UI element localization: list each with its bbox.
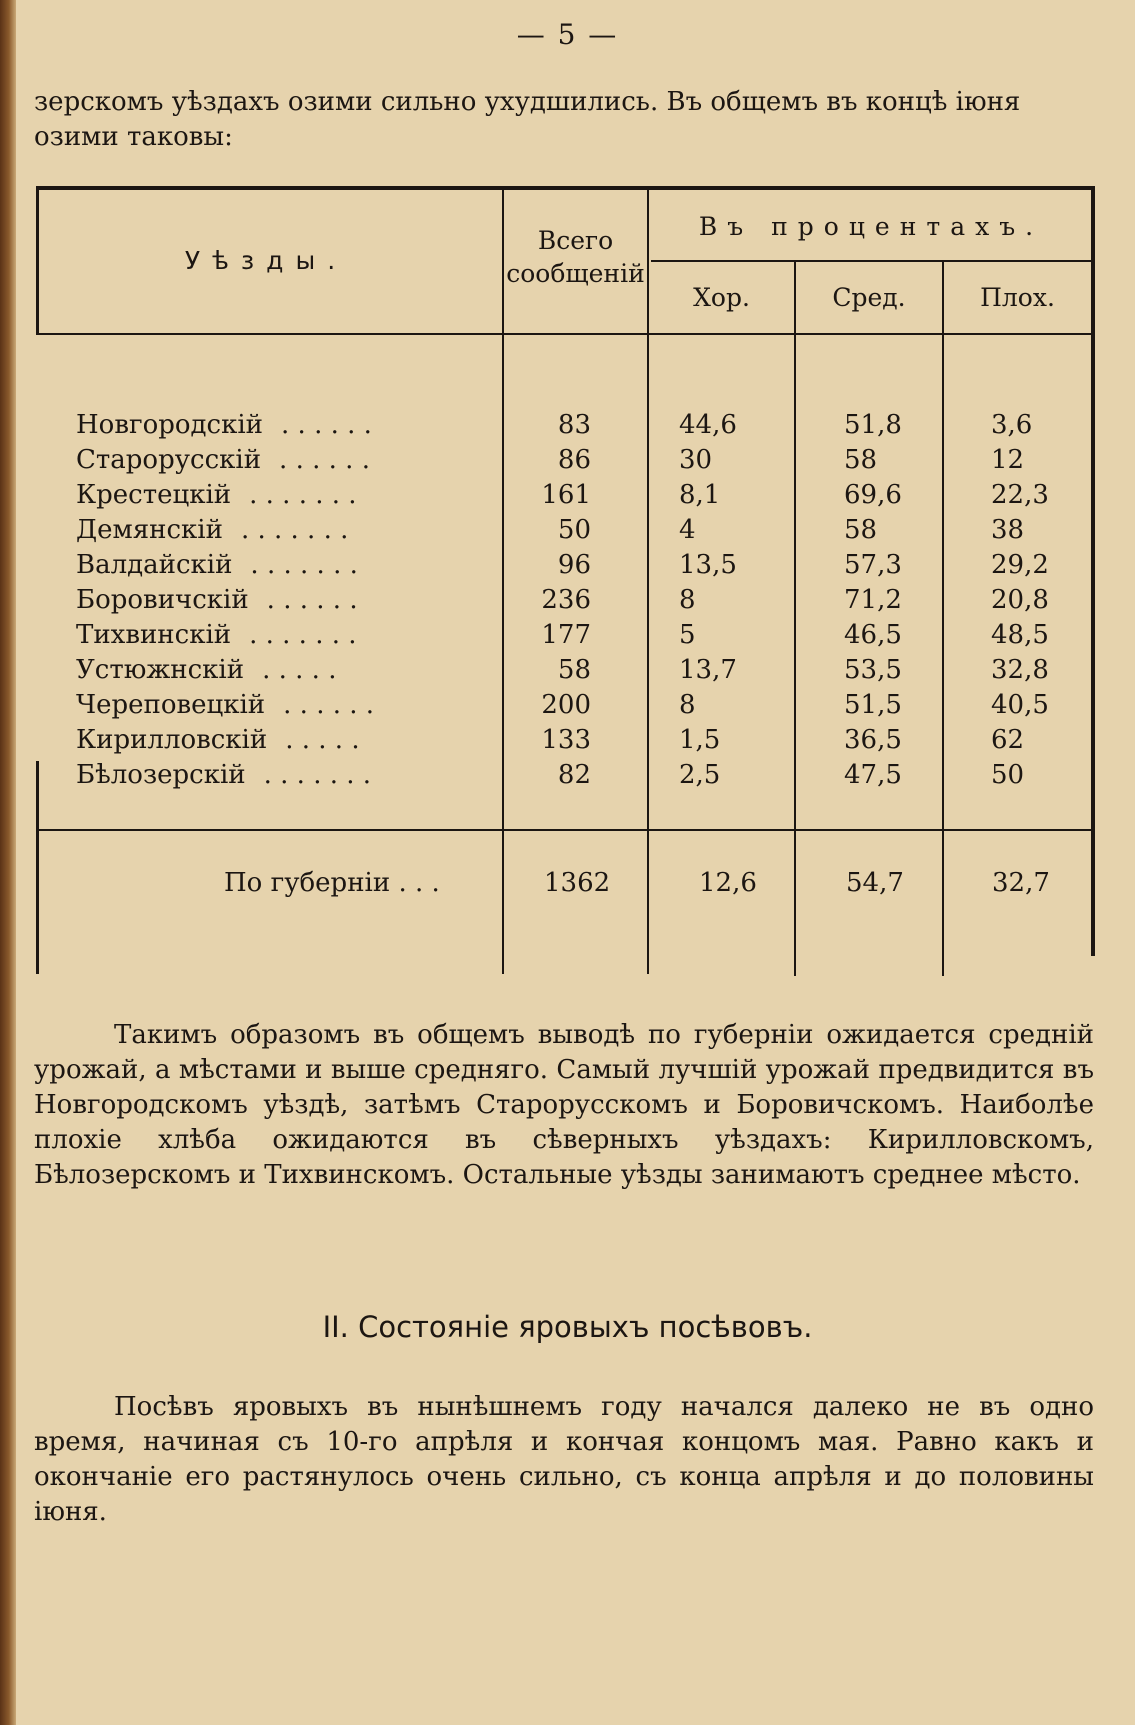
table-right-rule: [1091, 186, 1095, 956]
cell-total: 86: [557, 445, 591, 475]
table-row-district: [76, 513, 348, 548]
table-row-district: [76, 653, 336, 688]
cell-bad: 22,3: [991, 480, 1049, 510]
cell-total: 83: [557, 410, 591, 440]
spring-sowing-paragraph: Посѣвъ яровыхъ въ нынѣшнемъ году начался далеко не въ одно время, начиная съ 10-го апрѣля и кончая концомъ мая. Равно какъ и окончаніе его растянулось очень сильно, съ конца апрѣля и до половины іюня.: [34, 1392, 1094, 1527]
col-rule-medium: [794, 260, 796, 976]
district-leader-dots: . . . . . .: [281, 410, 372, 440]
header-total-line-2: сообщеній: [506, 259, 645, 288]
cell-total: 133: [541, 725, 591, 755]
total-label-dots: . . .: [398, 868, 440, 898]
header-bottom-rule: [36, 333, 1094, 335]
cell-good: 2,5: [679, 760, 721, 790]
cell-medium: 58: [844, 445, 878, 475]
district-leader-dots: . . . . .: [285, 725, 360, 755]
cell-medium: 71,2: [844, 585, 902, 615]
cell-bad: 62: [991, 725, 1025, 755]
district-name: Череповецкій: [76, 690, 266, 720]
header-total: [504, 224, 647, 290]
cell-total: 82: [557, 760, 591, 790]
cell-total: 50: [557, 515, 591, 545]
total-row-bad: 32,7: [992, 868, 1050, 898]
table-left-rule-bottom: [36, 761, 39, 974]
cell-bad: 20,8: [991, 585, 1049, 615]
percent-subheader-rule: [651, 260, 1091, 262]
cell-good: 8: [679, 690, 696, 720]
table-row-district: [76, 408, 372, 443]
district-leader-dots: . . . . . .: [279, 445, 370, 475]
district-name: Новгородскій: [76, 410, 264, 440]
cell-medium: 58: [844, 515, 878, 545]
cell-good: 1,5: [679, 725, 721, 755]
cell-good: 13,5: [679, 550, 737, 580]
cell-good: 8: [679, 585, 696, 615]
cell-total: 58: [557, 655, 591, 685]
section-heading: II. Состояніе яровыхъ посѣвовъ.: [322, 1310, 813, 1344]
cell-good: 30: [679, 445, 713, 475]
cell-bad: 29,2: [991, 550, 1049, 580]
district-leader-dots: . . . . . . .: [250, 550, 358, 580]
header-good: Хор.: [693, 283, 750, 312]
total-label-text: По губерніи: [224, 868, 391, 898]
district-leader-dots: . . . . .: [262, 655, 337, 685]
book-spine: [0, 0, 16, 1725]
header-bad: Плох.: [980, 283, 1055, 312]
cell-total: 96: [557, 550, 591, 580]
table-left-rule-top: [36, 186, 39, 334]
district-name: Валдайскій: [76, 550, 233, 580]
cell-bad: 32,8: [991, 655, 1049, 685]
cell-total: 200: [541, 690, 591, 720]
district-name: Бѣлозерскій: [76, 760, 246, 790]
header-district: Уѣзды.: [184, 246, 348, 275]
district-name: Тихвинскій: [76, 620, 232, 650]
conclusion-paragraph: Такимъ образомъ въ общемъ выводѣ по губерніи ожидается средній урожай, а мѣстами и выше средняго. Самый лучшій урожай предвидится въ Новгородскомъ уѣздѣ, затѣмъ Старорусскомъ и Боровичскомъ. Наиболѣе плохіе хлѣба ожидаются въ сѣверныхъ уѣздахъ: Кирилловскомъ, Бѣлозерскомъ и Тихвинскомъ. Остальные уѣзды занимаютъ среднее мѣсто.: [34, 1020, 1094, 1190]
district-leader-dots: . . . . . . .: [249, 480, 357, 510]
district-leader-dots: . . . . . .: [283, 690, 375, 720]
table-row-district: [76, 688, 374, 723]
cell-bad: 50: [991, 760, 1025, 790]
intro-line-2: озими таковы:: [34, 122, 233, 152]
cell-medium: 53,5: [844, 655, 902, 685]
intro-paragraph: [34, 85, 1094, 155]
district-leader-dots: . . . . . . .: [240, 515, 349, 545]
cell-total: 177: [541, 620, 591, 650]
district-name: Крестецкій: [76, 480, 232, 510]
cell-medium: 69,6: [844, 480, 902, 510]
cell-bad: 3,6: [991, 410, 1033, 440]
district-leader-dots: . . . . . . .: [263, 760, 372, 790]
cell-good: 5: [679, 620, 696, 650]
table-row-district: [76, 548, 358, 583]
district-name: Демянскій: [76, 515, 223, 545]
header-medium: Сред.: [832, 283, 906, 312]
district-name: Боровичскій: [76, 585, 249, 615]
intro-line-1: зерскомъ уѣздахъ озими сильно ухудшились. Въ общемъ въ концѣ іюня: [34, 87, 1021, 117]
col-rule-bad: [942, 260, 944, 976]
cell-good: 44,6: [679, 410, 737, 440]
table-row-district: [76, 443, 370, 478]
cell-medium: 36,5: [844, 725, 902, 755]
header-total-line-1: Всего: [537, 226, 614, 255]
cell-bad: 38: [991, 515, 1025, 545]
table-row-district: [76, 618, 357, 653]
total-separator-rule: [36, 829, 1094, 831]
page-number: — 5 —: [516, 18, 619, 51]
cell-medium: 51,8: [844, 410, 902, 440]
col-rule-total: [502, 186, 504, 974]
table-row-district: [76, 723, 360, 758]
header-percent: Въ процентахъ.: [698, 212, 1044, 241]
cell-good: 8,1: [679, 480, 721, 510]
cell-medium: 57,3: [844, 550, 902, 580]
total-row-total: 1362: [544, 868, 611, 898]
cell-bad: 40,5: [991, 690, 1049, 720]
district-name: Устюжнскій: [76, 655, 245, 685]
cell-total: 236: [541, 585, 591, 615]
table-top-rule: [36, 186, 1094, 190]
district-leader-dots: . . . . . . .: [249, 620, 357, 650]
total-row-label: [224, 866, 440, 901]
table-row-district: [76, 583, 358, 618]
cell-bad: 48,5: [991, 620, 1049, 650]
table-row-district: [76, 758, 371, 793]
district-leader-dots: . . . . . .: [266, 585, 358, 615]
total-row-medium: 54,7: [846, 868, 904, 898]
cell-good: 13,7: [679, 655, 737, 685]
crop-condition-table: [36, 186, 1094, 974]
cell-bad: 12: [991, 445, 1025, 475]
district-name: Старорусскій: [76, 445, 262, 475]
cell-total: 161: [541, 480, 591, 510]
cell-medium: 46,5: [844, 620, 902, 650]
cell-medium: 47,5: [844, 760, 902, 790]
cell-medium: 51,5: [844, 690, 902, 720]
district-name: Кирилловскій: [76, 725, 268, 755]
total-row-good: 12,6: [699, 868, 757, 898]
cell-good: 4: [679, 515, 696, 545]
table-row-district: [76, 478, 357, 513]
